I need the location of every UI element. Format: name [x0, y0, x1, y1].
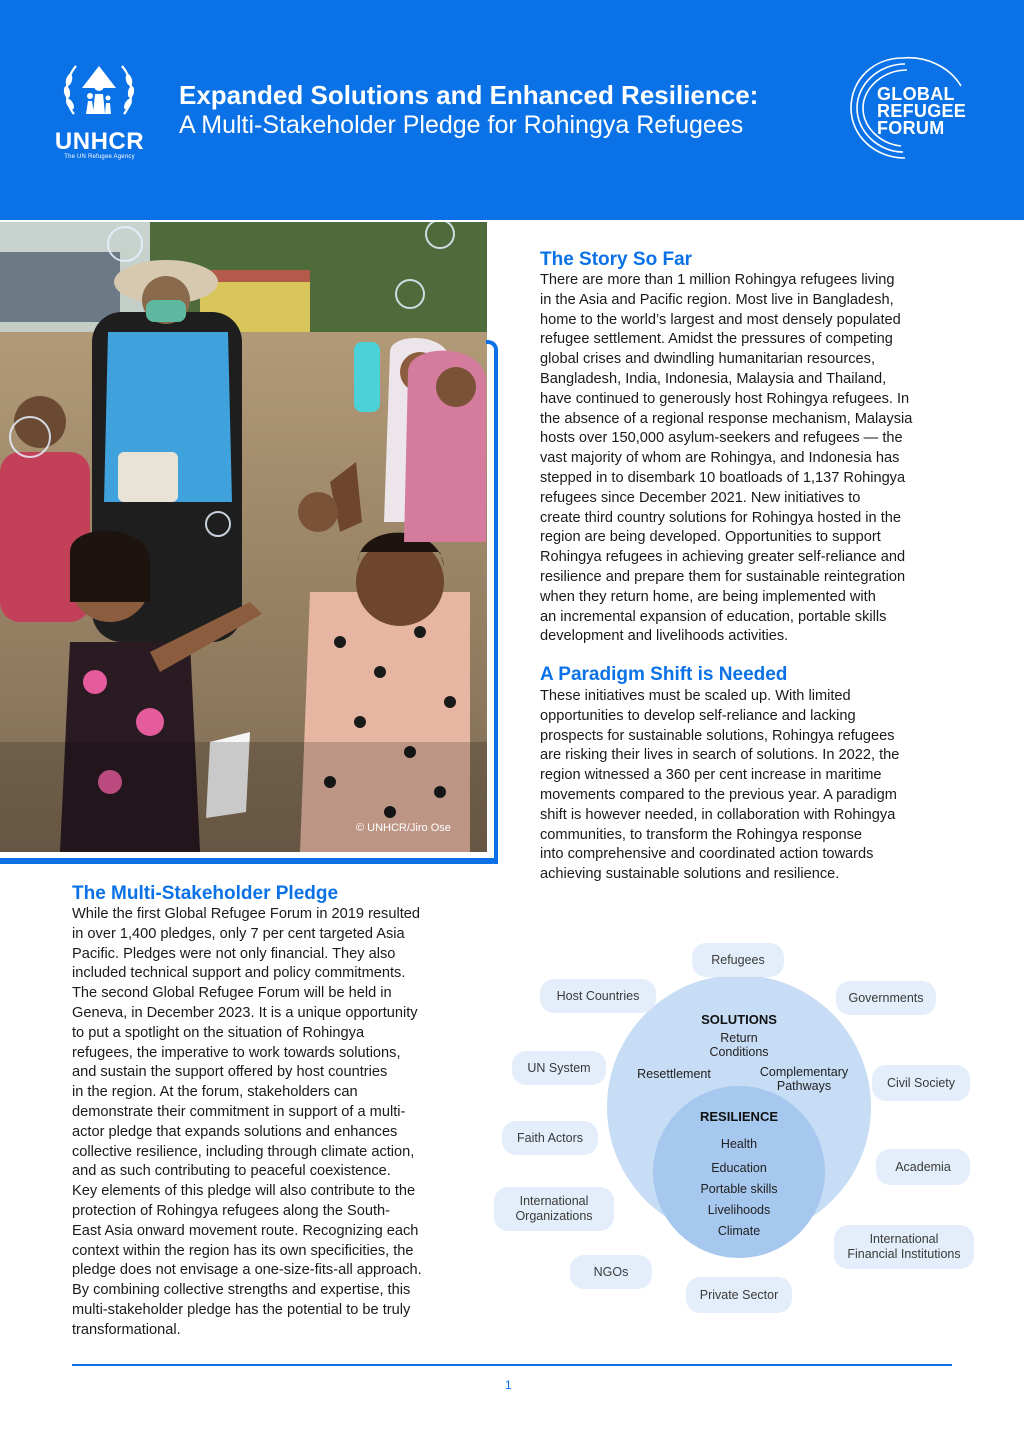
stakeholder-ngos: NGOs [570, 1255, 652, 1289]
paragraph-line: These initiatives must be scaled up. With limited [540, 688, 851, 704]
stakeholder-diagram [490, 935, 990, 1335]
resettlement-label: Resettlement [637, 1067, 711, 1081]
paragraph-line: included technical support and policy commitments. [72, 965, 406, 982]
photo-credit: © UNHCR/Jiro Ose [356, 822, 451, 834]
paragraph-line: resilience and prepare them for sustainable reintegration [540, 568, 906, 585]
photo-frame-accent [486, 340, 498, 864]
paragraph-line: Pacific. Pledges were not only financial. They also [72, 945, 396, 962]
paragraph-line: context within the region has its own specificities, the [72, 1242, 414, 1259]
paragraph-line: refugee settlement. Amidst the pressures of competing [540, 331, 893, 348]
paragraph-line: protection of Rohingya refugees along the South- [72, 1202, 391, 1219]
paragraph-line: have continued to generously host Rohingya refugees. In [540, 390, 910, 407]
paragraph-line: prospects for sustainable solutions, Rohingya refugees [540, 727, 895, 744]
paragraph-line: Key elements of this pledge will also contribute to the [72, 1183, 416, 1200]
paragraph-line: collective resilience, including through climate action, [72, 1143, 415, 1160]
resilience-item: Livelihoods [707, 1203, 771, 1217]
paragraph-line: refugees since December 2021. New initiatives to [540, 489, 861, 506]
footer-divider [72, 1364, 952, 1366]
paragraph-line: Geneva, in December 2023. It is a unique opportunity [72, 1004, 418, 1021]
page-subtitle: A Multi-Stakeholder Pledge for Rohingya Refugees [179, 111, 744, 139]
paragraph-line: refugees, the imperative to work towards solutions, [72, 1044, 401, 1061]
page-number: 1 [505, 1378, 512, 1392]
grf-line-2: REFUGEE [877, 101, 967, 121]
paragraph-line: into comprehensive and coordinated action towards [540, 846, 874, 863]
paragraph-line: hosts over 150,000 asylum-seekers and refugees — the [540, 430, 903, 447]
paragraph-line: vast majority of whom are Rohingya, and Indonesia has [540, 450, 900, 467]
hero-photo [0, 222, 487, 852]
paragraph-line: pledge does not envisage a one-size-fits-all approach. [72, 1262, 422, 1279]
stakeholder-host-countries: Host Countries [540, 979, 656, 1013]
paragraph-line: in the Asia and Pacific region. Most live in Bangladesh, [540, 291, 894, 308]
paragraph-line: achieving sustainable solutions and resilience. [540, 866, 840, 883]
resilience-item: Health [720, 1137, 758, 1151]
unhcr-tagline: The UN Refugee Agency [64, 154, 135, 160]
paragraph-line: transformational. [72, 1321, 181, 1338]
photo-frame-accent-bottom [0, 858, 498, 864]
paragraph-line: communities, to transform the Rohingya response [540, 826, 863, 843]
stakeholder-ifi: International Financial Institutions [834, 1225, 974, 1269]
grf-line-3: FORUM [877, 118, 945, 138]
resilience-item: Climate [717, 1224, 761, 1238]
paragraph-line: home to the world’s largest and most densely populated [540, 311, 901, 328]
paragraph-line: development and livelihoods activities. [540, 628, 789, 645]
pledge-heading: The Multi-Stakeholder Pledge [72, 883, 339, 904]
stakeholder-faith-actors: Faith Actors [502, 1121, 598, 1155]
unhcr-wordmark: UNHCR [54, 128, 145, 155]
children-playing-photo-illustration [0, 222, 487, 852]
paragraph-line: stepped in to disembark 10 boatloads of 1,137 Rohingya [540, 469, 906, 486]
page-header [0, 0, 1024, 220]
paragraph-line: By combining collective strengths and expertise, this [72, 1282, 411, 1299]
paragraph-line: region witnessed a 360 per cent increase in maritime [540, 767, 882, 784]
unhcr-emblem-icon [60, 58, 138, 124]
solutions-heading: SOLUTIONS [701, 1012, 777, 1027]
paragraph-line: actor pledge that expands solutions and enhances [72, 1123, 398, 1140]
paragraph-line: are risking their lives in search of solutions. In 2022, the [540, 747, 900, 764]
paragraph-line: The second Global Refugee Forum will be held in [72, 985, 392, 1002]
paragraph-line: when they return home, are being implemented with [540, 588, 876, 605]
paragraph-line: Bangladesh, India, Indonesia, Malaysia and Thailand, [540, 370, 887, 387]
paragraph-line: movements compared to the previous year. A paradigm [540, 786, 897, 803]
paradigm-paragraph [540, 687, 899, 885]
paragraph-line: demonstrate their commitment in support of a multi- [72, 1103, 406, 1120]
paragraph-line: multi-stakeholder pledge has the potential to be truly [72, 1301, 411, 1318]
paragraph-line: to put a spotlight on the situation of Rohingya [72, 1024, 365, 1041]
story-paragraph [540, 271, 912, 647]
paragraph-line: opportunities to develop self-reliance and lacking [540, 707, 856, 724]
return-conditions-label: Return Conditions [709, 1031, 769, 1059]
paragraph-line: in the region. At the forum, stakeholders can [72, 1084, 358, 1101]
resilience-item: Education [711, 1161, 767, 1175]
paragraph-line: and sustain the support offered by host countries [72, 1064, 388, 1081]
paragraph-line: shift is however needed, in collaboration with Rohingya [540, 806, 896, 823]
resilience-heading: RESILIENCE [699, 1109, 778, 1124]
paragraph-line: There are more than 1 million Rohingya refugees living [540, 272, 895, 288]
grf-line-1: GLOBAL [877, 84, 955, 104]
paragraph-line: an incremental expansion of education, portable skills [540, 608, 887, 625]
grf-wordmark [877, 86, 966, 137]
stakeholder-civil-society: Civil Society [872, 1065, 970, 1101]
paragraph-line: While the first Global Refugee Forum in 2019 resulted [72, 906, 420, 922]
story-heading: The Story So Far [540, 249, 693, 270]
paragraph-line: Rohingya refugees in achieving greater self-reliance and [540, 549, 906, 566]
paragraph-line: the absence of a regional response mechanism, Malaysia [540, 410, 913, 427]
paragraph-line: region are being developed. Opportunities to support [540, 529, 881, 546]
paradigm-heading: A Paradigm Shift is Needed [540, 664, 788, 685]
pledge-paragraph [72, 905, 422, 1341]
paragraph-line: and as such contributing to peaceful coexistence. [72, 1163, 391, 1180]
stakeholder-academia: Academia [876, 1149, 970, 1185]
paragraph-line: in over 1,400 pledges, only 7 per cent targeted Asia [72, 925, 405, 942]
stakeholder-refugees: Refugees [692, 943, 784, 977]
stakeholder-governments: Governments [836, 981, 936, 1015]
page-title: Expanded Solutions and Enhanced Resilience: [179, 80, 759, 110]
complementary-pathways-label: Complementary Pathways [759, 1065, 849, 1093]
paragraph-line: East Asia onward movement route. Recognizing each [72, 1222, 419, 1239]
resilience-item: Portable skills [700, 1182, 778, 1196]
unhcr-logo [52, 58, 147, 163]
paragraph-line: create third country solutions for Rohingya hosted in the [540, 509, 901, 526]
paragraph-line: global crises and dwindling humanitarian resources, [540, 351, 876, 368]
stakeholder-private-sector: Private Sector [686, 1277, 792, 1313]
stakeholder-international-organizations: International Organizations [494, 1187, 614, 1231]
stakeholder-un-system: UN System [512, 1051, 606, 1085]
